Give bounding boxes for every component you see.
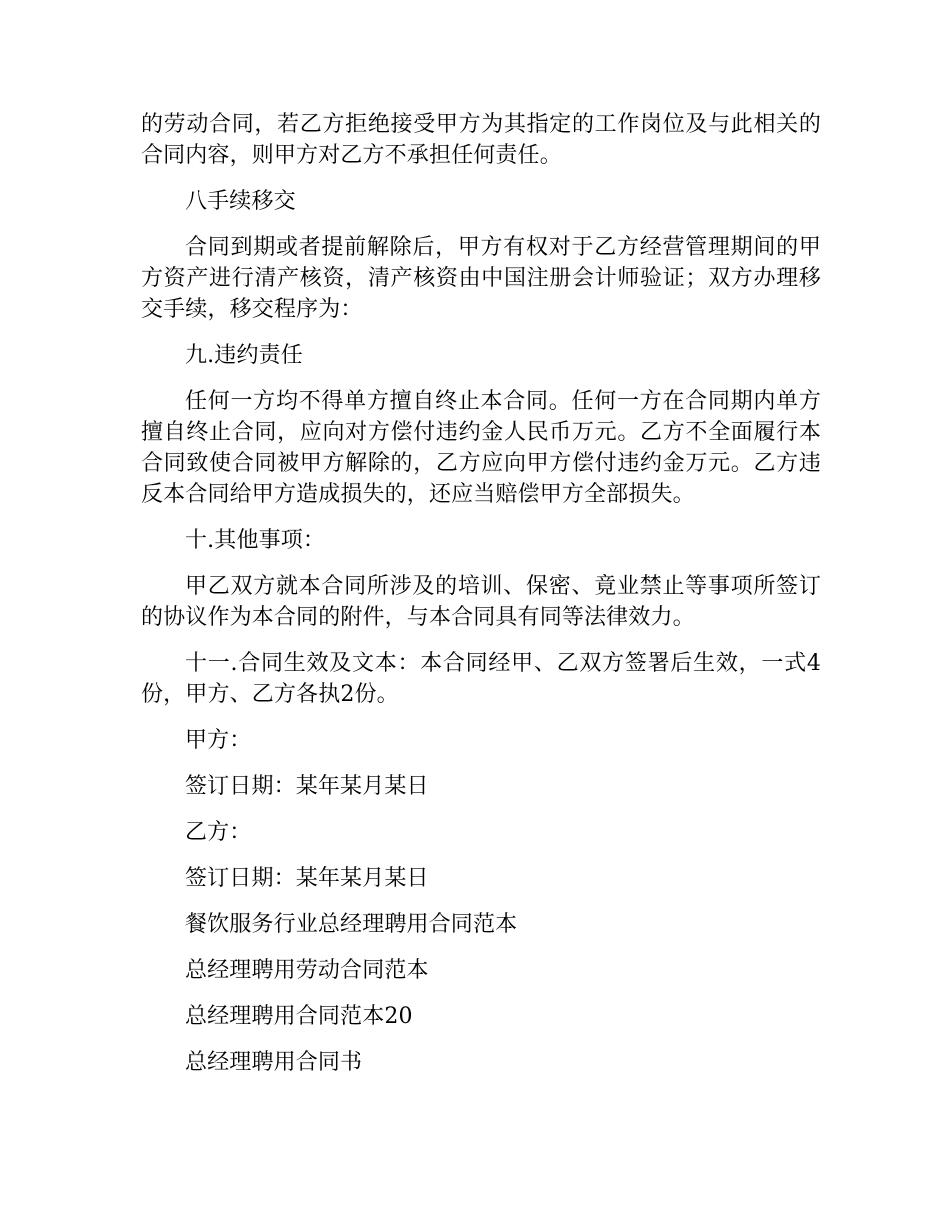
related-title-2: 总经理聘用劳动合同范本 [185, 958, 429, 983]
party-a-label: 甲方： [185, 728, 252, 753]
section-heading-breach: 九.违约责任 [185, 343, 303, 368]
party-b-label: 乙方： [185, 820, 252, 845]
related-title-3: 总经理聘用合同范本20 [185, 1004, 413, 1029]
party-b-sign-date: 签订日期：某年某月某日 [185, 866, 429, 891]
section-heading-handover: 八手续移交 [185, 189, 296, 214]
document-body [141, 109, 821, 1093]
section-heading-other-matters: 十.其他事项： [185, 528, 326, 553]
paragraph-handover: 合同到期或者提前解除后，甲方有权对于乙方经营管理期间的甲方资产进行清产核资，清产核资由中国注册会计师验证；双方办理移交手续，移交程序为： [141, 235, 821, 322]
paragraph-other-matters: 甲乙双方就本合同所涉及的培训、保密、竟业禁止等事项所签订的协议作为本合同的附件，与本合同具有同等法律效力。 [141, 574, 821, 630]
party-a-sign-date: 签订日期：某年某月某日 [185, 774, 429, 799]
paragraph-contract-continuation: 的劳动合同，若乙方拒绝接受甲方为其指定的工作岗位及与此相关的合同内容，则甲方对乙方不承担任何责任。 [141, 112, 821, 168]
paragraph-effectiveness: 十一.合同生效及文本：本合同经甲、乙双方签署后生效，一式4份，甲方、乙方各执2份。 [141, 651, 821, 707]
paragraph-breach: 任何一方均不得单方擅自终止本合同。任何一方在合同期内单方擅自终止合同，应向对方偿付违约金人民币万元。乙方不全面履行本合同致使合同被甲方解除的，乙方应向甲方偿付违约金万元。乙方违反本合同给甲方造成损失的，还应当赔偿甲方全部损失。 [141, 389, 821, 507]
related-title-4: 总经理聘用合同书 [185, 1050, 363, 1075]
related-title-1: 餐饮服务行业总经理聘用合同范本 [185, 912, 518, 937]
